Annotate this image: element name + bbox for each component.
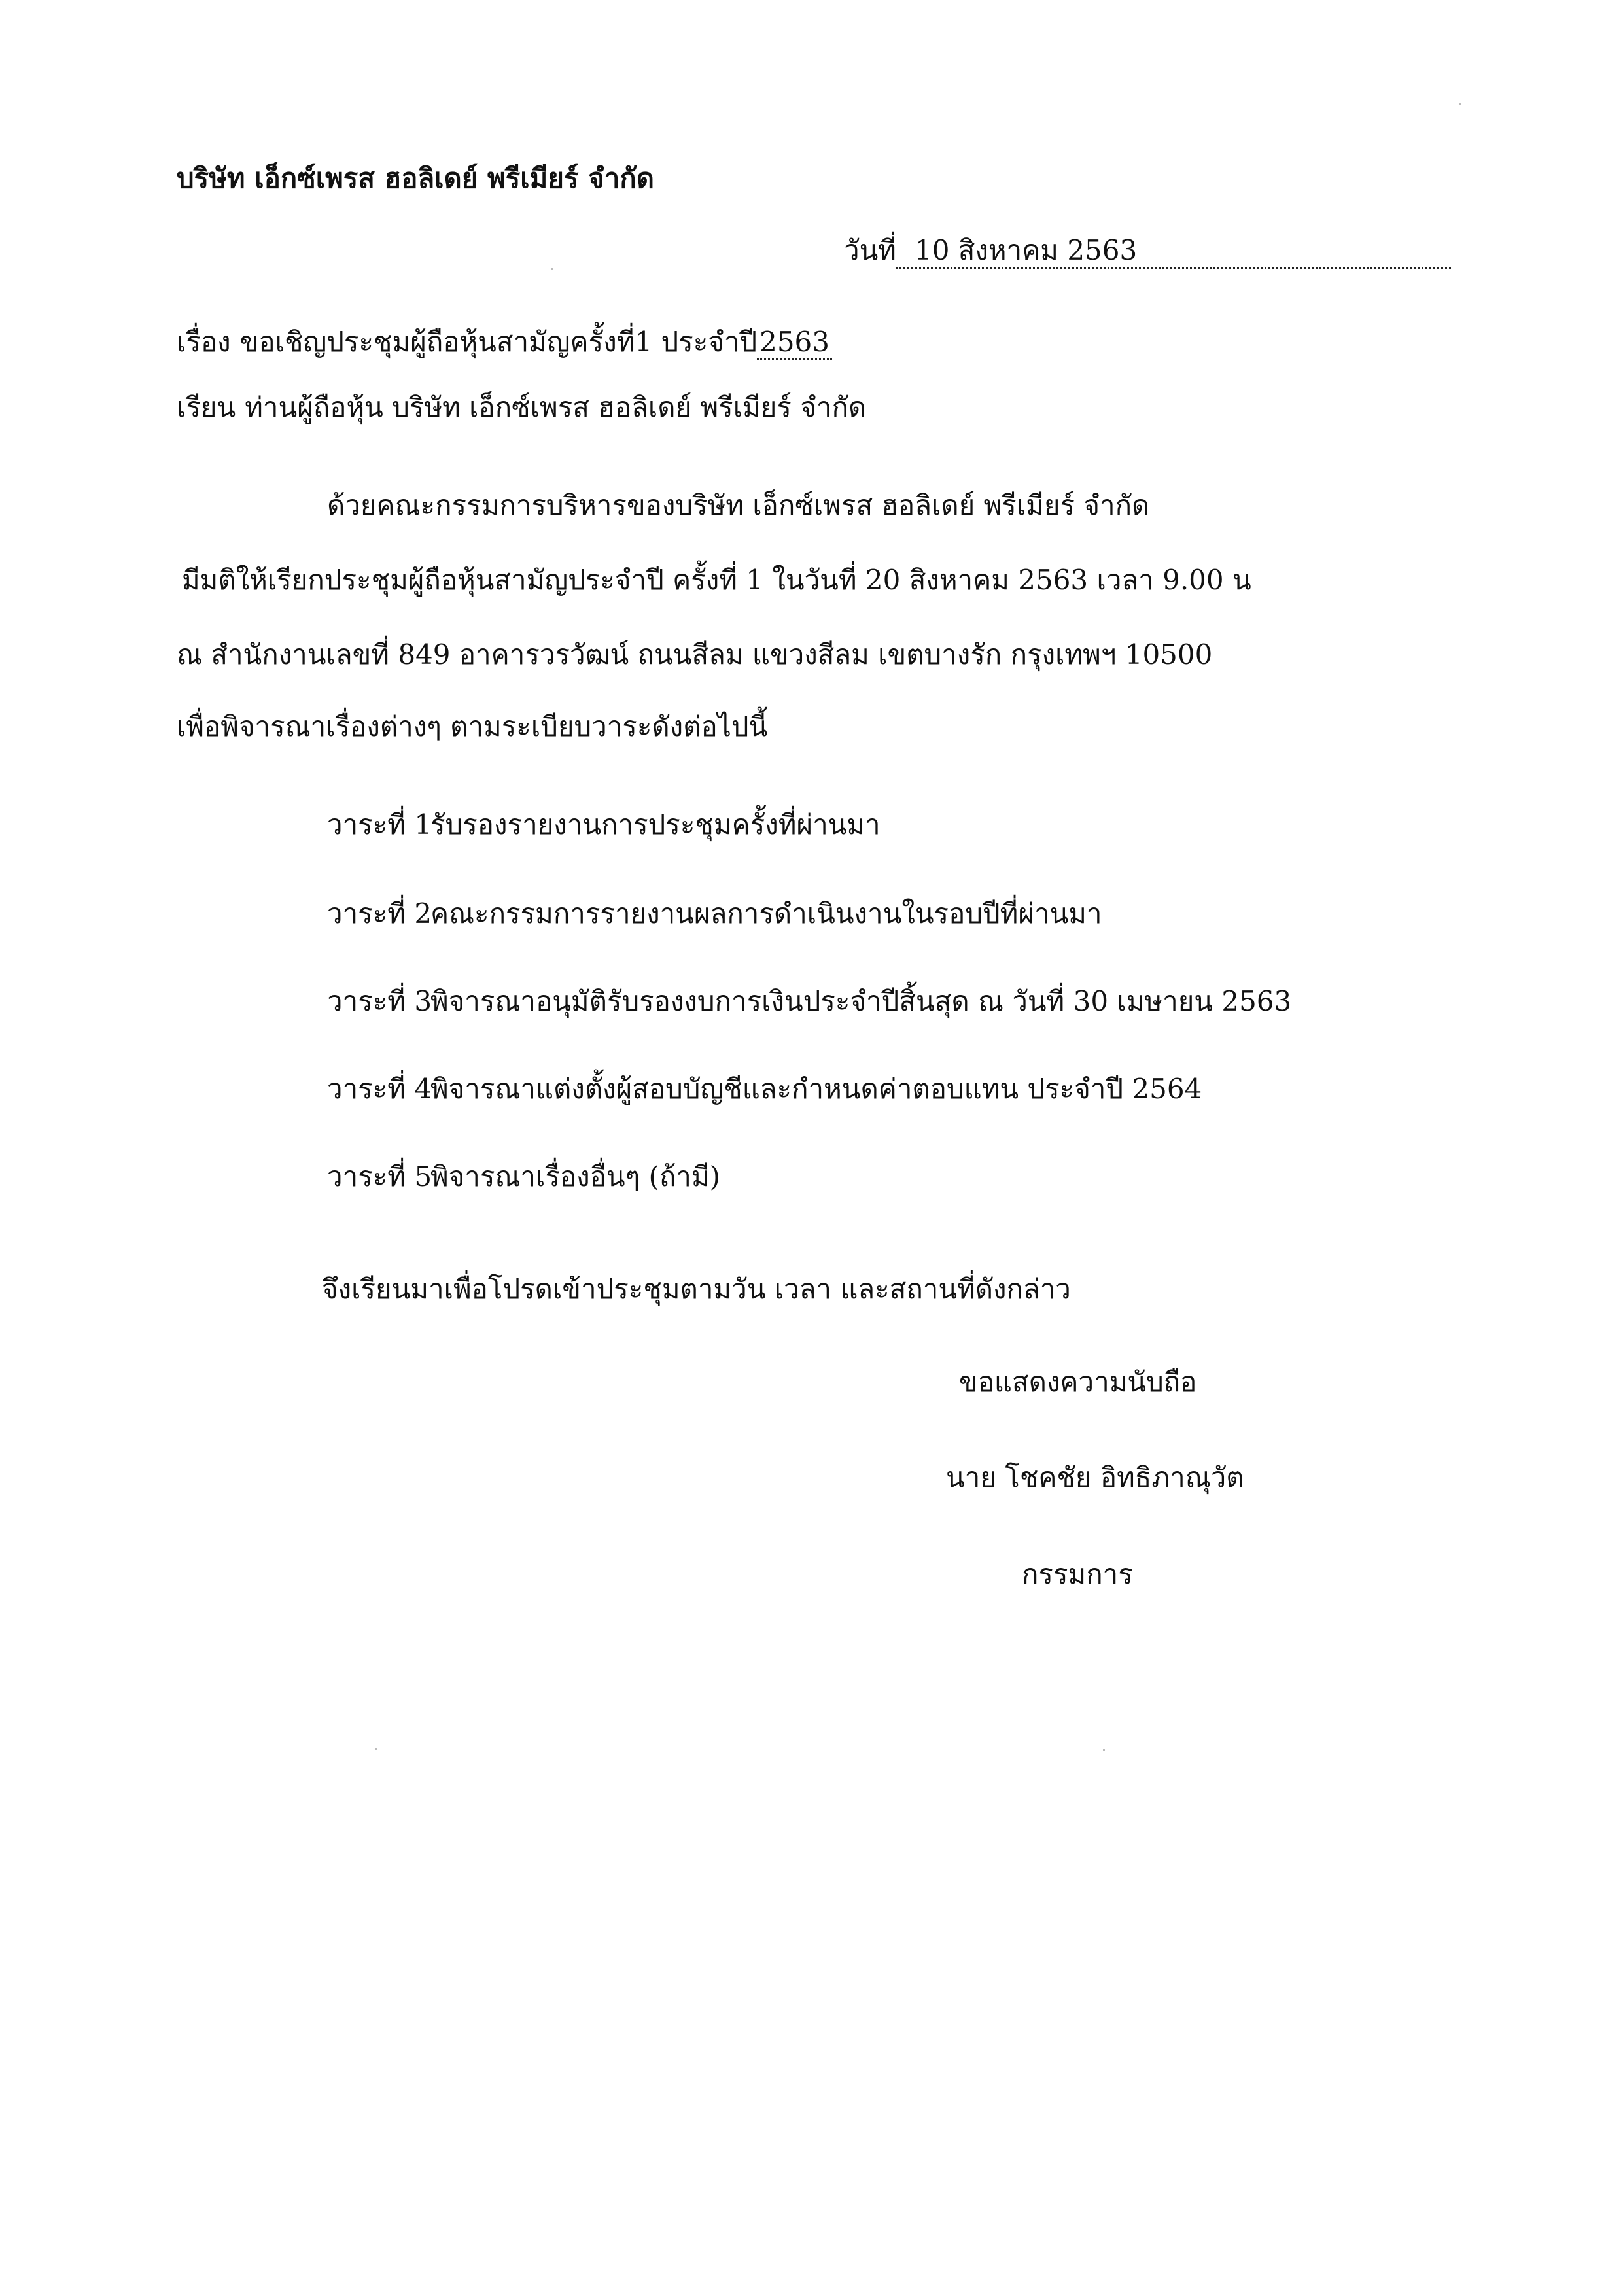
agenda-label: วาระที่ 5 [327,1160,432,1192]
scan-speck [1459,103,1461,105]
scan-speck [375,1748,377,1750]
scan-speck [1103,1749,1105,1751]
subject-text: ขอเชิญประชุมผู้ถือหุ้นสามัญครั้งที่1 ประจำปี [239,326,758,358]
regards-text: ขอแสดงความนับถือ [959,1366,1197,1398]
agenda-text: พิจารณาอนุมัติรับรองงบการเงินประจำปีสิ้นสุด ณ วันที่ 30 เมษายน 2563 [430,985,1292,1017]
date-line [844,234,1451,269]
signer-title: กรรมการ [1022,1558,1133,1590]
subject-line [177,326,832,360]
recipient-line [177,391,866,424]
agenda-label: วาระที่ 2 [327,897,432,930]
agenda-text: คณะกรรมการรายงานผลการดำเนินงานในรอบปีที่ผ่านมา [430,897,1102,930]
body-paragraph-line-1: ด้วยคณะกรรมการบริหารของบริษัท เอ็กซ์เพรส ฮอลิเดย์ พรีเมียร์ จำกัด [327,489,1150,521]
agenda-item [327,809,881,841]
body-paragraph-line-2: มีมติให้เรียกประชุมผู้ถือหุ้นสามัญประจำปี ครั้งที่ 1 ในวันที่ 20 สิงหาคม 2563 เวลา 9.00 น [182,564,1251,596]
scan-speck [551,268,553,270]
closing-text: จึงเรียนมาเพื่อโปรดเข้าประชุมตามวัน เวลา และสถานที่ดังกล่าว [322,1273,1071,1305]
agenda-text: พิจารณาเรื่องอื่นๆ (ถ้ามี) [430,1160,720,1192]
agenda-item [327,985,1291,1018]
signer-name: นาย โชคชัย อิทธิภาณุวัต [946,1461,1244,1493]
agenda-item [327,897,1102,930]
company-header: บริษัท เอ็กซ์เพรส ฮอลิเดย์ พรีเมียร์ จำกัด [177,162,655,194]
agenda-text: รับรองรายงานการประชุมครั้งที่ผ่านมา [430,809,881,841]
subject-label: เรื่อง [177,326,231,358]
date-value: 10 สิงหาคม 2563 [896,234,1451,269]
date-label: วันที่ [844,234,896,266]
body-paragraph-line-4: เพื่อพิจารณาเรื่องต่างๆ ตามระเบียบวาระดังต่อไปนี้ [177,710,768,742]
subject-year: 2563 [757,326,832,360]
agenda-item [327,1073,1202,1105]
body-paragraph-line-3: ณ สำนักงานเลขที่ 849 อาคารวรวัฒน์ ถนนสีลม แขวงสีลม เขตบางรัก กรุงเทพฯ 10500 [177,638,1213,670]
agenda-item [327,1160,720,1193]
agenda-label: วาระที่ 3 [327,985,432,1017]
recipient-label: เรียน [177,391,236,423]
agenda-text: พิจารณาแต่งตั้งผู้สอบบัญชีและกำหนดค่าตอบแทน ประจำปี 2564 [430,1073,1202,1105]
recipient-text: ท่านผู้ถือหุ้น บริษัท เอ็กซ์เพรส ฮอลิเดย์ พรีเมียร์ จำกัด [245,391,867,423]
agenda-label: วาระที่ 1 [327,809,432,841]
agenda-label: วาระที่ 4 [327,1073,432,1105]
